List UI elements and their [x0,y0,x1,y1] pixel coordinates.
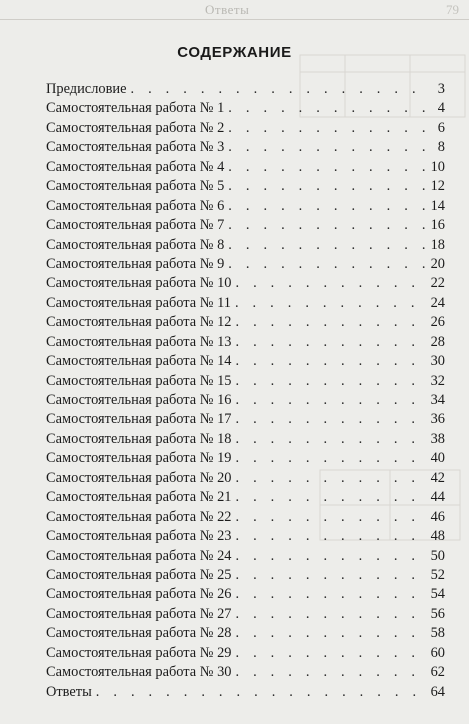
toc-entry [46,197,445,216]
toc-entry [46,508,445,527]
toc-entry [46,333,445,352]
dot-leader [235,644,427,663]
toc-entry [46,566,445,585]
dot-leader [235,391,427,410]
toc-entry-page-number: 10 [430,158,445,175]
toc-entry-page-number: 22 [430,275,445,292]
toc-entry-page-number: 44 [430,489,445,506]
dot-leader [235,372,427,391]
toc-entry [46,99,445,118]
toc-entry [46,683,445,702]
page-title: СОДЕРЖАНИЕ [177,44,292,61]
toc-entry-page-number: 50 [430,547,445,564]
dot-leader [228,197,427,216]
dot-leader [235,352,427,371]
toc-entry-page-number: 46 [430,508,445,525]
dot-leader [228,255,427,274]
dot-leader [235,294,427,313]
table-of-contents [46,80,445,702]
toc-entry-label: Самостоятельная работа № 4 [46,158,225,175]
toc-entry-page-number: 56 [430,605,445,622]
dot-leader [228,216,427,235]
dot-leader [235,566,427,585]
dot-leader [235,430,427,449]
dot-leader [235,333,427,352]
header-rule [0,19,469,20]
dot-leader [235,663,427,682]
toc-entry-label: Самостоятельная работа № 12 [46,314,232,331]
dot-leader [235,488,427,507]
toc-entry-label: Самостоятельная работа № 22 [46,508,232,525]
toc-entry [46,547,445,566]
toc-entry-label: Самостоятельная работа № 23 [46,528,232,545]
toc-entry-page-number: 58 [430,625,445,642]
dot-leader [235,410,427,429]
dot-leader [235,527,427,546]
toc-entry [46,352,445,371]
toc-entry [46,274,445,293]
toc-entry-label: Самостоятельная работа № 20 [46,469,232,486]
toc-entry-label: Самостоятельная работа № 25 [46,566,232,583]
toc-entry-page-number: 6 [437,119,445,136]
toc-entry-label: Самостоятельная работа № 11 [46,294,231,311]
dot-leader [96,683,427,702]
toc-entry [46,605,445,624]
toc-entry-page-number: 60 [430,644,445,661]
toc-entry-page-number: 20 [430,255,445,272]
toc-entry-page-number: 12 [430,178,445,195]
toc-entry-page-number: 48 [430,528,445,545]
toc-entry [46,644,445,663]
toc-entry-page-number: 16 [430,217,445,234]
dot-leader [235,313,427,332]
toc-entry [46,372,445,391]
toc-entry [46,158,445,177]
toc-entry [46,255,445,274]
dot-leader [130,80,427,99]
toc-entry [46,236,445,255]
dot-leader [228,177,427,196]
toc-entry-page-number: 34 [430,392,445,408]
toc-entry-page-number: 30 [430,353,445,370]
toc-entry [46,449,445,468]
dot-leader [228,158,427,177]
toc-entry [46,313,445,332]
toc-entry-page-number: 52 [430,566,445,583]
toc-entry [46,119,445,138]
toc-entry-page-number: 24 [430,294,445,311]
toc-entry-label: Самостоятельная работа № 6 [46,197,225,214]
toc-entry-page-number: 36 [430,411,445,428]
toc-entry [46,585,445,604]
dot-leader [235,605,427,624]
toc-entry-label: Самостоятельная работа № 26 [46,586,232,603]
toc-entry-page-number: 40 [430,450,445,467]
dot-leader [228,138,427,157]
toc-entry-label: Самостоятельная работа № 14 [46,353,232,370]
toc-entry-page-number: 38 [430,430,445,447]
toc-entry-page-number: 8 [437,139,445,156]
dot-leader [235,274,427,293]
toc-entry-label: Самостоятельная работа № 2 [46,119,225,136]
toc-entry-label: Самостоятельная работа № 21 [46,489,232,506]
toc-entry-label: Самостоятельная работа № 5 [46,178,225,195]
toc-entry-page-number: 28 [430,333,445,350]
toc-entry [46,663,445,682]
toc-entry [46,410,445,429]
dot-leader [235,449,427,468]
toc-entry-label: Самостоятельная работа № 15 [46,372,232,389]
toc-entry [46,430,445,449]
toc-entry-label: Самостоятельная работа № 29 [46,644,232,661]
toc-entry-label: Самостоятельная работа № 7 [46,217,225,234]
toc-entry [46,216,445,235]
toc-entry-label: Самостоятельная работа № 27 [46,605,232,622]
dot-leader [235,508,427,527]
toc-entry-page-number: 54 [430,586,445,603]
toc-entry-label: Самостоятельная работа № 1 [46,100,225,117]
toc-entry-page-number: 42 [430,469,445,486]
toc-entry-page-number: 64 [430,683,445,700]
toc-entry [46,177,445,196]
toc-entry-label: Самостоятельная работа № 28 [46,625,232,642]
dot-leader [235,469,427,488]
toc-entry-page-number: 18 [430,236,445,253]
toc-entry [46,488,445,507]
dot-leader [228,119,427,138]
toc-entry [46,469,445,488]
toc-entry-label: Предисловие [46,81,127,97]
dot-leader [235,585,427,604]
toc-entry-label: Самостоятельная работа № 17 [46,411,232,428]
running-head [0,2,469,18]
toc-entry-page-number: 32 [430,372,445,389]
dot-leader [228,236,427,255]
toc-entry [46,138,445,157]
toc-entry [46,527,445,546]
toc-entry-label: Самостоятельная работа № 3 [46,139,225,156]
toc-entry [46,391,445,410]
dot-leader [228,99,427,118]
toc-entry-page-number: 26 [430,314,445,331]
toc-entry-label: Самостоятельная работа № 8 [46,236,225,253]
toc-entry-page-number: 4 [437,100,445,117]
toc-entry-label: Самостоятельная работа № 30 [46,664,232,681]
toc-entry [46,624,445,643]
toc-entry-label: Самостоятельная работа № 13 [46,333,232,350]
toc-entry-label: Самостоятельная работа № 19 [46,450,232,467]
running-head-title: Ответы [205,2,250,17]
toc-entry-label: Самостоятельная работа № 10 [46,275,232,292]
toc-entry-label: Самостоятельная работа № 24 [46,547,232,564]
dot-leader [235,624,427,643]
dot-leader [235,547,427,566]
toc-entry [46,80,445,99]
toc-entry-page-number: 3 [437,81,445,97]
toc-entry [46,294,445,313]
toc-entry-label: Самостоятельная работа № 16 [46,392,232,408]
toc-entry-page-number: 14 [430,197,445,214]
toc-entry-label: Самостоятельная работа № 18 [46,430,232,447]
running-head-page-number: 79 [446,2,459,17]
toc-entry-label: Ответы [46,683,92,700]
toc-entry-label: Самостоятельная работа № 9 [46,255,225,272]
toc-entry-page-number: 62 [430,664,445,681]
